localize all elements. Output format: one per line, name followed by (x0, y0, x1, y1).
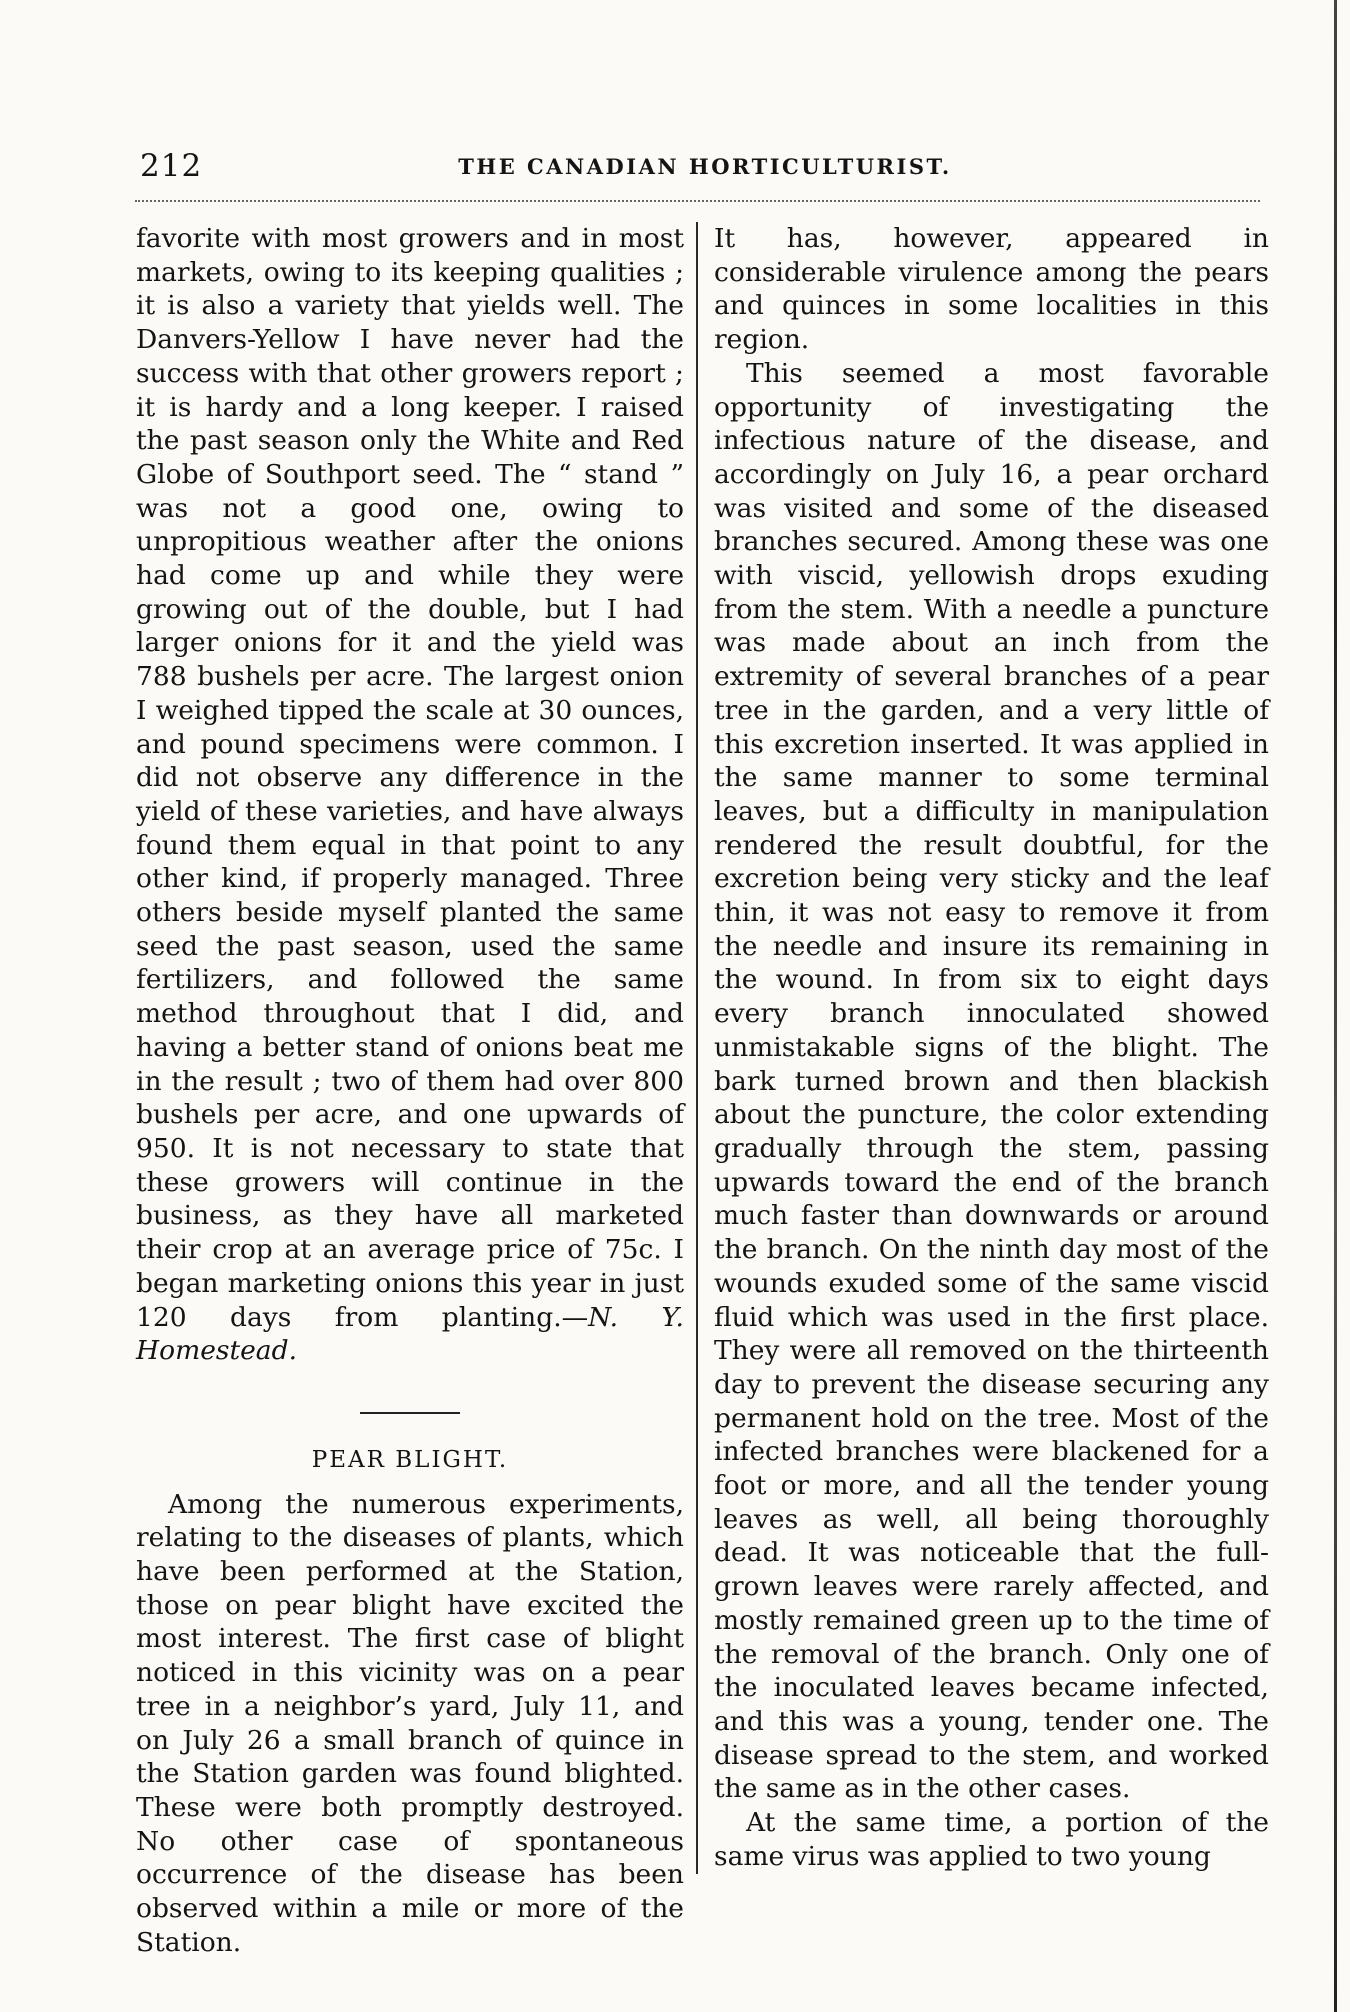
section-rule (360, 1412, 460, 1414)
pear-blight-intro: Among the numerous experiments, relating to the diseases of plants, which have been performed at the Station, those on pear blight have excited the most interest. The first case of blight noticed in this vicinity was on a pear tree in a neighbor’s yard, July 11, and on July 26 a small branch of quince in the Station garden was found blighted. These were both promptly destroyed. No other case of spontaneous occurrence of the disease has been observed within a mile or more of the Station. (136, 1488, 684, 1958)
left-column (136, 222, 684, 1959)
paragraph: It has, however, appeared in considerable virulence among the pears and quinces in some localities in this region. (714, 223, 1269, 356)
right-column (714, 222, 1269, 1873)
running-title: THE CANADIAN HORTICULTURIST. (458, 154, 952, 179)
column-divider (696, 222, 698, 1874)
page-header (140, 148, 1270, 188)
source-credit: N. Y. Homestead. (136, 1301, 684, 1367)
page-edge-rule (1334, 0, 1337, 2012)
paragraph: This seemed a most favorable opportunity of investigating the infectious nature of the disease, and accordingly on July 16, a pear orchard was visited and some of the diseased branches secured. Among these was one with viscid, yellowish drops exuding from the stem. With a needle a puncture was made about an inch from the extremity of several branches of a pear tree in the garden, and a very little of this excretion inserted. It was applied in the same manner to some terminal leaves, but a difficulty in manipulation rendered the result doubtful, for the excretion being very sticky and the leaf thin, it was not easy to remove it from the needle and insure its remaining in the wound. In from six to eight days every branch innoculated showed unmistakable signs of the blight. The bark turned brown and then blackish about the puncture, the color extending gradually through the stem, passing upwards toward the end of the branch much faster than downwards or around the branch. On the ninth day most of the wounds exuded some of the same viscid fluid which was used in the first place. They were all removed on the thirteenth day to prevent the disease securing any permanent hold on the tree. Most of the infected branches were blackened for a foot or more, and all the tender young leaves as well, all being thoroughly dead. It was noticeable that the full-grown leaves were rarely affected, and mostly remained green up to the time of the removal of the branch. Only one of the inoculated leaves became infected, and this was a young, tender one. The disease spread to the stem, and worked the same as in the other cases. (714, 357, 1269, 1805)
section-heading: PEAR BLIGHT. (311, 1446, 509, 1473)
paragraph: At the same time, a portion of the same virus was applied to two young (714, 1807, 1269, 1872)
header-rule (135, 200, 1260, 202)
page-number: 212 (140, 148, 203, 184)
onion-article-text (136, 222, 684, 1368)
onion-article-body: favorite with most growers and in most markets, owing to its keeping qualities ; it is also a variety that yields well. The Danvers-Yellow I have never had the success with that other growers report ; it is hardy and a long keeper. I raised the past season only the White and Red Globe of Southport seed. The “ stand ” was not a good one, owing to unpropitious weather after the onions had come up and while they were growing out of the double, but I had larger onions for it and the yield was 788 bushels per acre. The largest onion I weighed tipped the scale at 30 ounces, and pound specimens were common. I did not observe any difference in the yield of these varieties, and have always found them equal in that point to any other kind, if properly managed. Three others beside myself planted the same seed the past season, used the same fertilizers, and followed the same method throughout that I did, and having a better stand of onions beat me in the result ; two of them had over 800 bushels per acre, and one upwards of 950. It is not necessary to state that these growers will continue in the business, as they have all marketed their crop at an average price of 75c. I began marketing onions this year in just 120 days from planting.— (136, 223, 684, 1333)
